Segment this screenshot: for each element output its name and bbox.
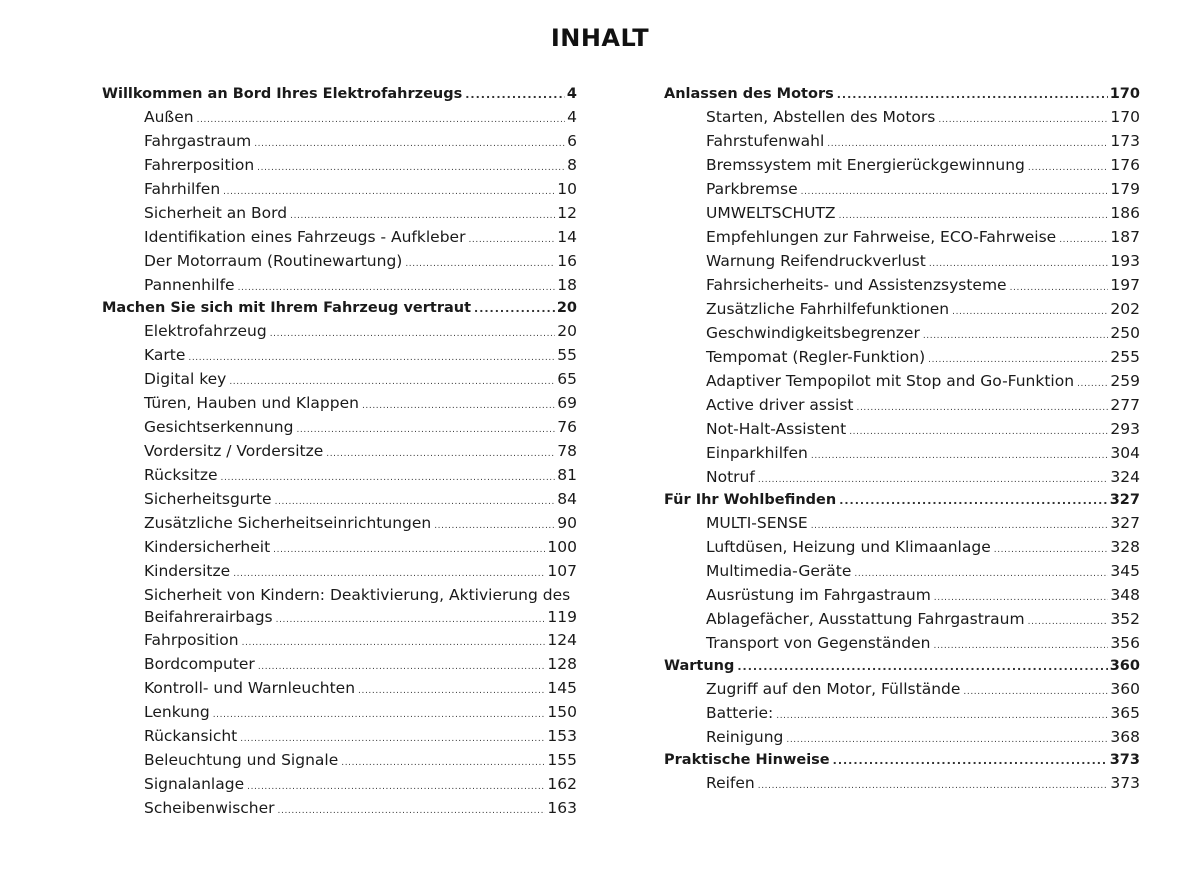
- toc-entry-page-number: 348: [1110, 586, 1140, 604]
- toc-entry-label: Sicherheit an Bord: [144, 204, 288, 222]
- dot-leader: [257, 156, 565, 180]
- toc-entry-page-number: 107: [547, 562, 577, 580]
- toc-entry-page-number: 197: [1110, 276, 1140, 294]
- toc-entry-page-number: 356: [1110, 634, 1140, 652]
- toc-entry-page-number: 186: [1110, 204, 1140, 222]
- toc-entry-label: Identifikation eines Fahrzeugs - Aufkleber: [144, 228, 466, 246]
- toc-entry-label: Außen: [144, 108, 194, 126]
- toc-entry-label: Einparkhilfen: [706, 444, 808, 462]
- toc-entry-label: Türen, Hauben und Klappen: [144, 394, 359, 412]
- dot-leader: [786, 728, 1108, 752]
- toc-entry-page-number: 293: [1110, 420, 1140, 438]
- toc-entry-adaptiver-tempopilot-mit-stop-and-go-funktion[interactable]: [664, 369, 1140, 393]
- toc-entry-label: Der Motorraum (Routinewartung): [144, 252, 403, 270]
- toc-entry-label: Signalanlage: [144, 775, 245, 793]
- dot-leader: [275, 490, 556, 514]
- toc-entry-label: Für Ihr Wohlbefinden: [664, 492, 837, 508]
- toc-entry-kontroll-und-warnleuchten[interactable]: [102, 676, 577, 700]
- toc-entry-page-number: 4: [566, 86, 577, 102]
- toc-entry-starten-abstellen-des-motors[interactable]: [664, 105, 1140, 129]
- toc-entry-page-number: 324: [1110, 468, 1140, 486]
- toc-entry-page-number: 6: [567, 132, 577, 150]
- toc-column-left: [102, 83, 577, 820]
- toc-entry-kindersitze[interactable]: [102, 559, 577, 583]
- dot-leader: [811, 514, 1109, 538]
- toc-entry-label-line: Sicherheit von Kindern: Deaktivierung, Aktivierung des: [144, 586, 571, 604]
- toc-entry-label: Digital key: [144, 370, 227, 388]
- dot-leader: [242, 631, 546, 655]
- toc-entry-label: Multimedia-Geräte: [706, 562, 852, 580]
- toc-entry-warnung-reifendruckverlust[interactable]: [664, 249, 1140, 273]
- dot-leader: [326, 442, 555, 466]
- toc-entry-elektrofahrzeug[interactable]: [102, 319, 577, 343]
- toc-entry-label: Kontroll- und Warnleuchten: [144, 679, 356, 697]
- toc-entry-page-number: 173: [1110, 132, 1140, 150]
- toc-entry-label: Starten, Abstellen des Motors: [706, 108, 936, 126]
- dot-leader: [258, 655, 546, 679]
- toc-entry-page-number: 16: [557, 252, 577, 270]
- toc-entry-reinigung[interactable]: [664, 725, 1140, 749]
- toc-entry-page-number: 179: [1110, 180, 1140, 198]
- toc-entry-page-number: 84: [557, 490, 577, 508]
- toc-entry-label: Transport von Gegenständen: [706, 634, 931, 652]
- dot-leader: [839, 204, 1109, 228]
- toc-entry-page-number: 153: [547, 727, 577, 745]
- toc-entry-label: Zugriff auf den Motor, Füllstände: [706, 680, 961, 698]
- toc-entry-label: Fahrerposition: [144, 156, 255, 174]
- toc-entry-page-number: 124: [547, 631, 577, 649]
- toc-entry-page-number: 345: [1110, 562, 1140, 580]
- dot-leader: [994, 538, 1109, 562]
- toc-section-wartung[interactable]: [664, 655, 1140, 677]
- toc-entry-page-number: 176: [1110, 156, 1140, 174]
- toc-entry-label: Adaptiver Tempopilot mit Stop and Go-Funktion: [706, 372, 1075, 390]
- toc-entry-label: Kindersicherheit: [144, 538, 271, 556]
- toc-entry-label: Warnung Reifendruckverlust: [706, 252, 926, 270]
- toc-entry-page-number: 12: [557, 204, 577, 222]
- dot-leader: [278, 799, 546, 823]
- toc-entry-fahrstufenwahl[interactable]: [664, 129, 1140, 153]
- toc-entry-fahrsicherheits-und-assistenzsysteme[interactable]: [664, 273, 1140, 297]
- toc-entry-label: Willkommen an Bord Ihres Elektrofahrzeugs: [102, 86, 463, 102]
- dot-leader: [1028, 156, 1109, 180]
- toc-entry-ablagefaecher-ausstattung-fahrgastraum[interactable]: [664, 607, 1140, 631]
- toc-entry-label: Lenkung: [144, 703, 210, 721]
- dot-leader: [923, 324, 1109, 348]
- toc-entry-page-number: 365: [1110, 704, 1140, 722]
- toc-entry-page-number: 145: [547, 679, 577, 697]
- toc-entry-label: Active driver assist: [706, 396, 854, 414]
- toc-entry-label: Anlassen des Motors: [664, 86, 834, 102]
- dot-leader: [929, 252, 1109, 276]
- toc-entry-page-number: 55: [557, 346, 577, 364]
- toc-entry-label: Sicherheitsgurte: [144, 490, 272, 508]
- dot-leader: [952, 300, 1108, 324]
- toc-entry-bremssystem-mit-energierueckgewinnung[interactable]: [664, 153, 1140, 177]
- dot-leader: [963, 680, 1108, 704]
- toc-entry-der-motorraum-routinewartung[interactable]: [102, 249, 577, 273]
- toc-entry-fahrerposition[interactable]: [102, 153, 577, 177]
- toc-entry-page-number: 328: [1110, 538, 1140, 556]
- toc-entry-label: Reinigung: [706, 728, 784, 746]
- toc-entry-page-number: 20: [556, 300, 577, 316]
- toc-entry-beleuchtung-und-signale[interactable]: [102, 748, 577, 772]
- dot-leader: [827, 132, 1108, 156]
- toc-entry-label: Not-Halt-Assistent: [706, 420, 847, 438]
- toc-entry-label: Beifahrerairbags: [144, 608, 273, 626]
- toc-entry-page-number: 368: [1110, 728, 1140, 746]
- dot-leader: [434, 514, 555, 538]
- toc-entry-page-number: 119: [547, 608, 577, 626]
- toc-entry-page-number: 170: [1110, 108, 1140, 126]
- dot-leader: [276, 610, 546, 631]
- toc-entry-label: Pannenhilfe: [144, 276, 235, 294]
- dot-leader: [737, 656, 1107, 678]
- toc-entry-label: Rückansicht: [144, 727, 238, 745]
- toc-entry-empfehlungen-zur-fahrweise-eco-fahrweise[interactable]: [664, 225, 1140, 249]
- toc-entry-label: Rücksitze: [144, 466, 218, 484]
- toc-entry-label: Parkbremse: [706, 180, 798, 198]
- toc-entry-label: Fahrstufenwahl: [706, 132, 825, 150]
- toc-entry-label: Elektrofahrzeug: [144, 322, 267, 340]
- toc-entry-tempomat-regler-funktion[interactable]: [664, 345, 1140, 369]
- dot-leader: [474, 298, 555, 320]
- toc-entry-label: Batterie:: [706, 704, 774, 722]
- toc-entry-digital-key[interactable]: [102, 367, 577, 391]
- dot-leader: [188, 346, 555, 370]
- toc-entry-umweltschutz[interactable]: [664, 201, 1140, 225]
- toc-entry-label: Bremssystem mit Energierückgewinnung: [706, 156, 1025, 174]
- toc-entry-page-number: 65: [557, 370, 577, 388]
- dot-leader: [1010, 276, 1109, 300]
- toc-entry-label: Fahrgastraum: [144, 132, 252, 150]
- dot-leader: [811, 444, 1109, 468]
- dot-leader: [849, 420, 1108, 444]
- toc-entry-page-number: 100: [547, 538, 577, 556]
- dot-leader: [358, 679, 545, 703]
- toc-entry-transport-von-gegenstaenden[interactable]: [664, 631, 1140, 655]
- dot-leader: [1028, 610, 1109, 634]
- toc-entry-page-number: 327: [1109, 492, 1140, 508]
- toc-entry-label: Luftdüsen, Heizung und Klimaanlage: [706, 538, 991, 556]
- toc-entry-kindersicherheit[interactable]: [102, 535, 577, 559]
- toc-entry-page-number: 187: [1110, 228, 1140, 246]
- dot-leader: [938, 108, 1108, 132]
- toc-entry-label: Vordersitz / Vordersitze: [144, 442, 324, 460]
- toc-entry-zusaetzliche-fahrhilfefunktionen[interactable]: [664, 297, 1140, 321]
- toc-entry-page-number: 10: [557, 180, 577, 198]
- toc-entry-ausruestung-im-fahrgastraum[interactable]: [664, 583, 1140, 607]
- toc-entry-zugriff-auf-den-motor-fuellstaende[interactable]: [664, 677, 1140, 701]
- toc-entry-page-number: 90: [557, 514, 577, 532]
- dot-leader: [776, 704, 1108, 728]
- dot-leader: [839, 490, 1108, 512]
- toc-entry-label: Ausrüstung im Fahrgastraum: [706, 586, 931, 604]
- toc-entry-page-number: 76: [557, 418, 577, 436]
- toc-entry-einparkhilfen[interactable]: [664, 441, 1140, 465]
- dot-leader: [854, 562, 1108, 586]
- toc-entry-sicherheit-an-bord[interactable]: [102, 201, 577, 225]
- dot-leader: [290, 204, 555, 228]
- toc-entry-vordersitz-vordersitze[interactable]: [102, 439, 577, 463]
- dot-leader: [229, 370, 555, 394]
- dot-leader: [341, 751, 545, 775]
- dot-leader: [273, 538, 545, 562]
- toc-entry-label: Kindersitze: [144, 562, 231, 580]
- toc-entry-luftduesen-heizung-und-klimaanlage[interactable]: [664, 535, 1140, 559]
- toc-entry-page-number: 352: [1110, 610, 1140, 628]
- toc-entry-label: Geschwindigkeitsbegrenzer: [706, 324, 920, 342]
- toc-entry-label: Ablagefächer, Ausstattung Fahrgastraum: [706, 610, 1025, 628]
- toc-column-right: [664, 83, 1140, 795]
- toc-entry-label: Scheibenwischer: [144, 799, 275, 817]
- toc-entry-ruecksitze[interactable]: [102, 463, 577, 487]
- toc-entry-page-number: 18: [557, 276, 577, 294]
- dot-leader: [837, 84, 1108, 106]
- toc-entry-label: Zusätzliche Fahrhilfefunktionen: [706, 300, 950, 318]
- toc-entry-bordcomputer[interactable]: [102, 652, 577, 676]
- toc-entry-beifahrerairbags[interactable]: [102, 607, 577, 628]
- toc-entry-page-number: 327: [1110, 514, 1140, 532]
- toc-entry-page-number: 162: [547, 775, 577, 793]
- toc-section-machen-sie-sich-mit-ihrem-fahrzeug-vertraut[interactable]: [102, 297, 577, 319]
- dot-leader: [221, 466, 556, 490]
- toc-entry-label: Machen Sie sich mit Ihrem Fahrzeug vertraut: [102, 300, 472, 316]
- dot-leader: [240, 727, 545, 751]
- toc-entry-fahrgastraum[interactable]: [102, 129, 577, 153]
- toc-entry-page-number: 155: [547, 751, 577, 769]
- toc-entry-label: Wartung: [664, 658, 735, 674]
- dot-leader: [213, 703, 546, 727]
- toc-entry-page-number: 4: [567, 108, 577, 126]
- toc-entry-page-number: 373: [1109, 752, 1140, 768]
- toc-entry-not-halt-assistent[interactable]: [664, 417, 1140, 441]
- toc-entry-label: Fahrhilfen: [144, 180, 221, 198]
- toc-entry-page-number: 170: [1109, 86, 1140, 102]
- dot-leader: [247, 775, 545, 799]
- toc-entry-page-number: 255: [1110, 348, 1140, 366]
- toc-section-willkommen-an-bord-ihres-elektrofahrzeugs[interactable]: [102, 83, 577, 105]
- dot-leader: [197, 108, 566, 132]
- toc-entry-page-number: 360: [1110, 680, 1140, 698]
- dot-leader: [758, 774, 1109, 798]
- dot-leader: [857, 396, 1109, 420]
- toc-entry-fahrhilfen[interactable]: [102, 177, 577, 201]
- toc-entry-active-driver-assist[interactable]: [664, 393, 1140, 417]
- toc-section-anlassen-des-motors[interactable]: [664, 83, 1140, 105]
- toc-entry-gesichtserkennung[interactable]: [102, 415, 577, 439]
- toc-entry-page-number: 373: [1110, 774, 1140, 792]
- dot-leader: [296, 418, 555, 442]
- toc-entry-zusaetzliche-sicherheitseinrichtungen[interactable]: [102, 511, 577, 535]
- toc-entry-sicherheitsgurte[interactable]: [102, 487, 577, 511]
- toc-entry-batterie[interactable]: [664, 701, 1140, 725]
- toc-entry-label: MULTI-SENSE: [706, 514, 808, 532]
- dot-leader: [405, 252, 555, 276]
- dot-leader: [468, 228, 555, 252]
- dot-leader: [233, 562, 545, 586]
- toc-entry-label: Beleuchtung und Signale: [144, 751, 339, 769]
- toc-entry-page-number: 259: [1110, 372, 1140, 390]
- toc-entry-page-number: 304: [1110, 444, 1140, 462]
- toc-entry-page-number: 193: [1110, 252, 1140, 270]
- toc-entry-label: Fahrsicherheits- und Assistenzsysteme: [706, 276, 1007, 294]
- dot-leader: [1059, 228, 1108, 252]
- toc-entry-page-number: 360: [1109, 658, 1140, 674]
- toc-entry-label: Bordcomputer: [144, 655, 255, 673]
- toc-entry-label: UMWELTSCHUTZ: [706, 204, 836, 222]
- toc-section-praktische-hinweise[interactable]: [664, 749, 1140, 771]
- toc-entry-label: Gesichtserkennung: [144, 418, 294, 436]
- toc-entry-parkbremse[interactable]: [664, 177, 1140, 201]
- toc-entry-page-number: 250: [1110, 324, 1140, 342]
- dot-leader: [362, 394, 555, 418]
- toc-entry-geschwindigkeitsbegrenzer[interactable]: [664, 321, 1140, 345]
- toc-section-fuer-ihr-wohlbefinden[interactable]: [664, 489, 1140, 511]
- toc-entry-multimedia-geraete[interactable]: [664, 559, 1140, 583]
- toc-entry-label: Notruf: [706, 468, 755, 486]
- toc-entry-label: Fahrposition: [144, 631, 239, 649]
- page-title: INHALT: [550, 24, 650, 52]
- toc-entry-aussen[interactable]: [102, 105, 577, 129]
- toc-entry-page-number: 14: [557, 228, 577, 246]
- toc-entry-page-number: 78: [557, 442, 577, 460]
- toc-entry-fahrposition[interactable]: [102, 628, 577, 652]
- toc-entry-page-number: 20: [557, 322, 577, 340]
- toc-entry-page-number: 163: [547, 799, 577, 817]
- dot-leader: [934, 586, 1109, 610]
- toc-entry-label: Karte: [144, 346, 186, 364]
- toc-entry-page-number: 69: [557, 394, 577, 412]
- dot-leader: [223, 180, 555, 204]
- toc-entry-identifikation-eines-fahrzeugs-aufkleber[interactable]: [102, 225, 577, 249]
- toc-entry-multi-sense[interactable]: [664, 511, 1140, 535]
- toc-entry-page-number: 128: [547, 655, 577, 673]
- toc-entry-page-number: 8: [567, 156, 577, 174]
- dot-leader: [928, 348, 1108, 372]
- dot-leader: [238, 276, 556, 300]
- toc-entry-label: Zusätzliche Sicherheitseinrichtungen: [144, 514, 432, 532]
- toc-entry-page-number: 150: [547, 703, 577, 721]
- dot-leader: [758, 468, 1109, 492]
- toc-entry-notruf[interactable]: [664, 465, 1140, 489]
- dot-leader: [465, 84, 565, 106]
- toc-entry-signalanlage[interactable]: [102, 772, 577, 796]
- toc-entry-page-number: 81: [557, 466, 577, 484]
- toc-entry-pannenhilfe[interactable]: [102, 273, 577, 297]
- dot-leader: [270, 322, 556, 346]
- toc-entry-reifen[interactable]: [664, 771, 1140, 795]
- toc-entry-lenkung[interactable]: [102, 700, 577, 724]
- dot-leader: [934, 634, 1109, 658]
- dot-leader: [254, 132, 565, 156]
- toc-entry-label: Reifen: [706, 774, 755, 792]
- toc-entry-karte[interactable]: [102, 343, 577, 367]
- toc-entry-label: Empfehlungen zur Fahrweise, ECO-Fahrweise: [706, 228, 1057, 246]
- toc-entry-tueren-hauben-und-klappen[interactable]: [102, 391, 577, 415]
- toc-entry-page-number: 277: [1110, 396, 1140, 414]
- toc-entry-scheibenwischer[interactable]: [102, 796, 577, 820]
- toc-entry-page-number: 202: [1110, 300, 1140, 318]
- toc-entry-label: Praktische Hinweise: [664, 752, 830, 768]
- dot-leader: [801, 180, 1109, 204]
- dot-leader: [833, 750, 1108, 772]
- dot-leader: [1077, 372, 1108, 396]
- toc-entry-label: Tempomat (Regler-Funktion): [706, 348, 926, 366]
- toc-entry-rueckansicht[interactable]: [102, 724, 577, 748]
